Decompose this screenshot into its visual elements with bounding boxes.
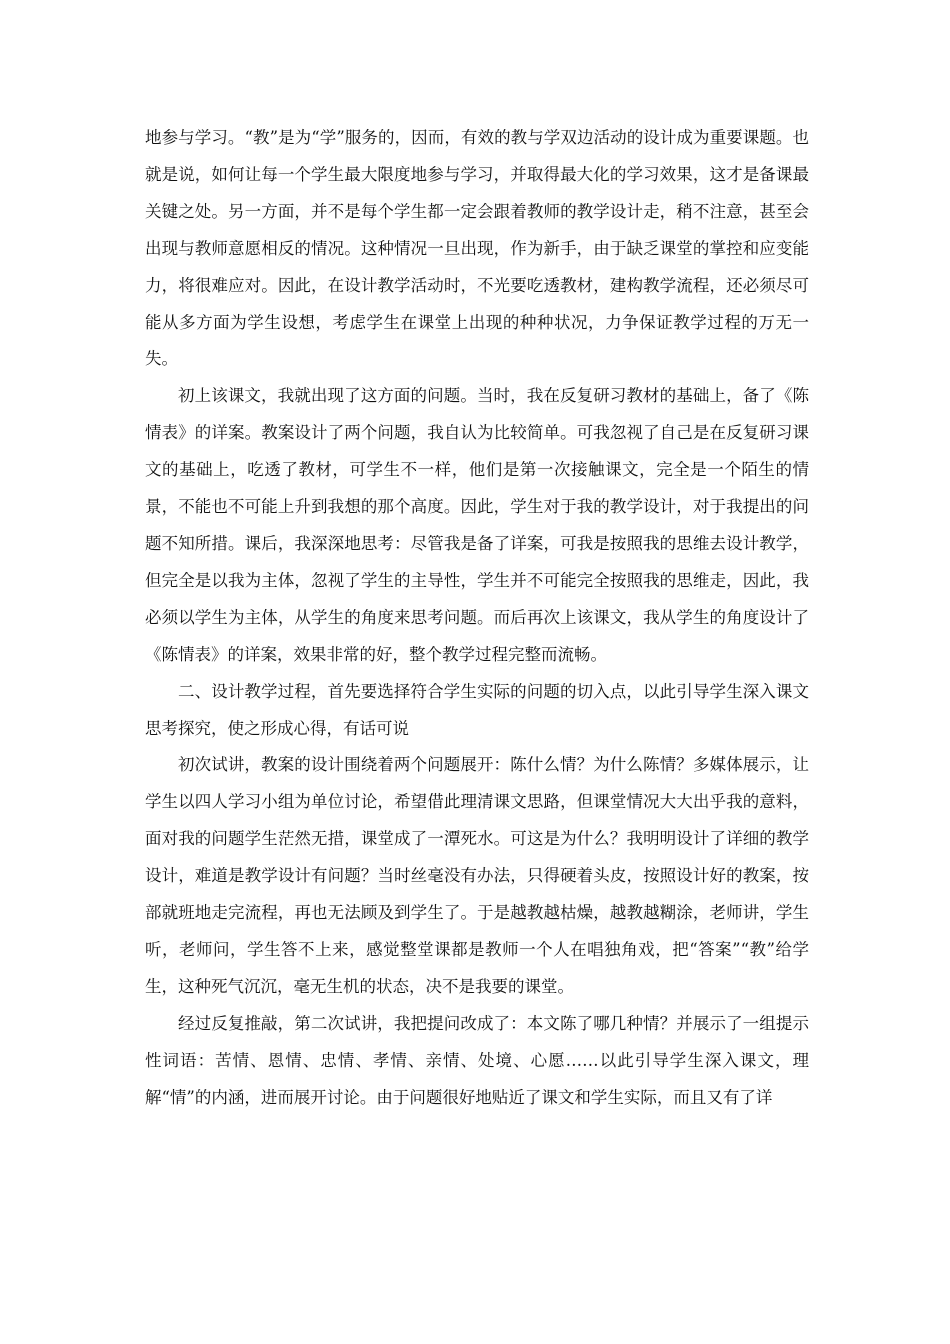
- paragraph-4: 经过反复推敲，第二次试讲，我把提问改成了：本文陈了哪几种情？并展示了一组提示性词语：苦情、恩情、忠情、孝情、亲情、处境、心愿……以此引导学生深入课文，理解“情”的内涵，进而展开讨论。由于问题很好地贴近了课文和学生实际，而且又有了详: [145, 1013, 809, 1107]
- paragraph-1: 地参与学习。“教”是为“学”服务的，因而，有效的教与学双边活动的设计成为重要课题。也就是说，如何让每一个学生最大限度地参与学习，并取得最大化的学习效果，这才是备课最关键之处。另一方面，并不是每个学生都一定会跟着教师的教学设计走，稍不注意，甚至会出现与教师意愿相反的情况。这种情况一旦出现，作为新手，由于缺乏课堂的掌控和应变能力，将很难应对。因此，在设计教学活动时，不光要吃透教材，建构教学流程，还必须尽可能从多方面为学生设想，考虑学生在课堂上出现的种种状况，力争保证教学过程的万无一失。: [145, 128, 809, 369]
- paragraph-2: 初上该课文，我就出现了这方面的问题。当时，我在反复研习教材的基础上，备了《陈情表》的详案。教案设计了两个问题，我自认为比较简单。可我忽视了自己是在反复研习课文的基础上，吃透了教材，可学生不一样，他们是第一次接触课文，完全是一个陌生的情景，不能也不可能上升到我想的那个高度。因此，学生对于我的教学设计，对于我提出的问题不知所措。课后，我深深地思考：尽管我是备了详案，可我是按照我的思维去设计教学，但完全是以我为主体，忽视了学生的主导性，学生并不可能完全按照我的思维走，因此，我必须以学生为主体，从学生的角度来思考问题。而后再次上该课文，我从学生的角度设计了《陈情表》的详案，效果非常的好，整个教学过程完整而流畅。: [145, 386, 809, 664]
- section-heading-2: 二、设计教学过程，首先要选择符合学生实际的问题的切入点，以此引导学生深入课文思考探究，使之形成心得，有话可说: [145, 681, 809, 738]
- paragraph-3: 初次试讲，教案的设计围绕着两个问题展开：陈什么情？为什么陈情？多媒体展示，让学生以四人学习小组为单位讨论，希望借此理清课文思路，但课堂情况大大出乎我的意料，面对我的问题学生茫然无措，课堂成了一潭死水。可这是为什么？我明明设计了详细的教学设计，难道是教学设计有问题？当时丝毫没有办法，只得硬着头皮，按照设计好的教案，按部就班地走完流程，再也无法顾及到学生了。于是越教越枯燥，越教越糊涂，老师讲，学生听，老师问，学生答不上来，感觉整堂课都是教师一个人在唱独角戏，把“答案”“教”给学生，这种死气沉沉，毫无生机的状态，决不是我要的课堂。: [145, 755, 809, 996]
- document-body: [145, 120, 809, 1116]
